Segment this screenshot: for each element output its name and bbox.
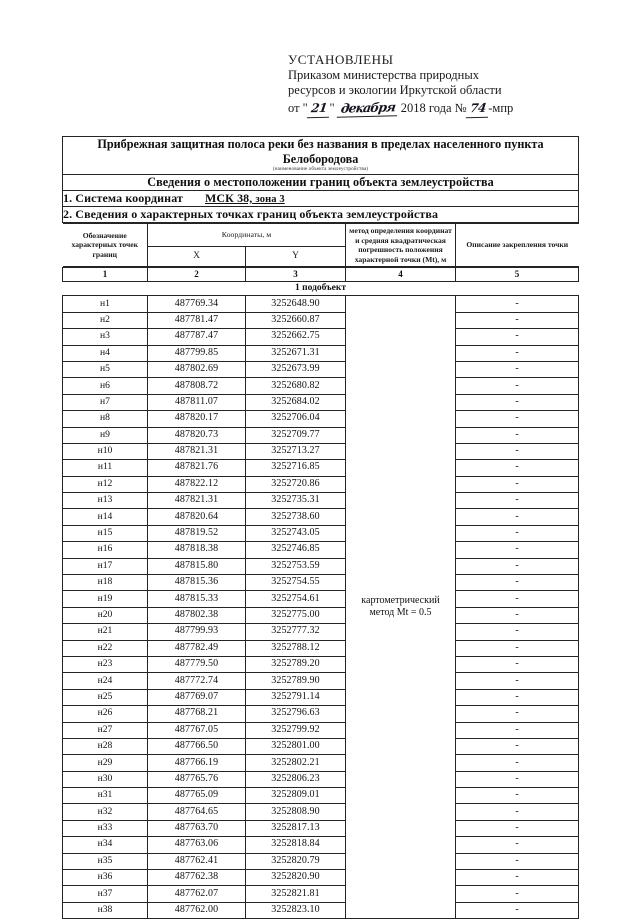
x-coordinate-cell: 487822.12 <box>148 476 246 492</box>
point-designation-cell: н34 <box>63 837 148 853</box>
description-cell: - <box>456 837 579 853</box>
table-row <box>63 460 579 476</box>
point-designation-cell: н37 <box>63 886 148 902</box>
table-row <box>63 345 579 361</box>
points-section-row <box>63 207 579 223</box>
point-designation-cell: н11 <box>63 460 148 476</box>
y-coordinate-cell: 3252802.21 <box>246 755 346 771</box>
y-coordinate-cell: 3252788.12 <box>246 640 346 656</box>
point-designation-cell: н15 <box>63 525 148 541</box>
description-cell: - <box>456 607 579 623</box>
description-cell: - <box>456 771 579 787</box>
table-row <box>63 853 579 869</box>
x-coordinate-cell: 487769.34 <box>148 296 246 312</box>
description-cell: - <box>456 788 579 804</box>
y-coordinate-cell: 3252791.14 <box>246 689 346 705</box>
table-row <box>63 329 579 345</box>
coordinate-system-value: МСК 38, <box>204 191 253 205</box>
y-coordinate-cell: 3252820.90 <box>246 870 346 886</box>
header-method: метод определения координат и средняя квадратическая погрешность положения характерной точки (Мt), м <box>346 224 456 267</box>
approval-quote: " <box>329 100 335 115</box>
y-coordinate-cell: 3252808.90 <box>246 804 346 820</box>
y-coordinate-cell: 3252754.55 <box>246 575 346 591</box>
approval-year-label: 2018 года № <box>400 100 467 115</box>
point-designation-cell: н25 <box>63 689 148 705</box>
description-cell: - <box>456 345 579 361</box>
point-designation-cell: н24 <box>63 673 148 689</box>
point-designation-cell: н38 <box>63 902 148 918</box>
point-designation-cell: н20 <box>63 607 148 623</box>
description-cell: - <box>456 804 579 820</box>
x-coordinate-cell: 487762.41 <box>148 853 246 869</box>
table-row <box>63 624 579 640</box>
table-row <box>63 443 579 459</box>
point-designation-cell: н35 <box>63 853 148 869</box>
location-section-title: Сведения о местоположении границ объекта землеустройства <box>63 175 579 191</box>
point-designation-cell: н36 <box>63 870 148 886</box>
table-header-row <box>63 223 579 268</box>
description-cell: - <box>456 640 579 656</box>
y-coordinate-cell: 3252789.20 <box>246 656 346 672</box>
table-row <box>63 870 579 886</box>
y-coordinate-cell: 3252820.79 <box>246 853 346 869</box>
object-title: Прибрежная защитная полоса реки без названия в пределах населенного пункта Белобородова <box>97 137 544 166</box>
point-designation-cell: н18 <box>63 575 148 591</box>
coordinate-system-zone: зона 3 <box>255 194 285 205</box>
point-designation-cell: н30 <box>63 771 148 787</box>
description-cell: - <box>456 460 579 476</box>
point-designation-cell: н19 <box>63 591 148 607</box>
x-coordinate-cell: 487811.07 <box>148 394 246 410</box>
y-coordinate-cell: 3252680.82 <box>246 378 346 394</box>
description-cell: - <box>456 755 579 771</box>
description-cell: - <box>456 542 579 558</box>
y-coordinate-cell: 3252720.86 <box>246 476 346 492</box>
description-cell: - <box>456 509 579 525</box>
y-coordinate-cell: 3252671.31 <box>246 345 346 361</box>
header-x: X <box>148 247 246 267</box>
header-description: Описание закрепления точки <box>456 224 579 267</box>
point-designation-cell: н16 <box>63 542 148 558</box>
y-coordinate-cell: 3252713.27 <box>246 443 346 459</box>
table-row <box>63 525 579 541</box>
x-coordinate-cell: 487767.05 <box>148 722 246 738</box>
table-row <box>63 312 579 328</box>
x-coordinate-cell: 487779.50 <box>148 656 246 672</box>
approval-line-1: УСТАНОВЛЕНЫ <box>288 52 394 67</box>
description-cell: - <box>456 575 579 591</box>
description-cell: - <box>456 656 579 672</box>
y-coordinate-cell: 3252662.75 <box>246 329 346 345</box>
point-designation-cell: н9 <box>63 427 148 443</box>
description-cell: - <box>456 476 579 492</box>
y-coordinate-cell: 3252821.81 <box>246 886 346 902</box>
point-designation-cell: н28 <box>63 738 148 754</box>
x-coordinate-cell: 487820.64 <box>148 509 246 525</box>
table-row <box>63 689 579 705</box>
method-cell <box>346 296 456 919</box>
point-designation-cell: н10 <box>63 443 148 459</box>
description-cell: - <box>456 525 579 541</box>
y-coordinate-cell: 3252789.90 <box>246 673 346 689</box>
y-coordinate-cell: 3252648.90 <box>246 296 346 312</box>
object-title-row <box>63 137 579 175</box>
approval-block <box>288 52 618 117</box>
description-cell: - <box>456 493 579 509</box>
table-row <box>63 820 579 836</box>
x-coordinate-cell: 487769.07 <box>148 689 246 705</box>
x-coordinate-cell: 487802.38 <box>148 607 246 623</box>
description-cell: - <box>456 902 579 918</box>
x-coordinate-cell: 487781.47 <box>148 312 246 328</box>
table-row <box>63 722 579 738</box>
description-cell: - <box>456 443 579 459</box>
y-coordinate-cell: 3252660.87 <box>246 312 346 328</box>
description-cell: - <box>456 624 579 640</box>
point-designation-cell: н14 <box>63 509 148 525</box>
x-coordinate-cell: 487819.52 <box>148 525 246 541</box>
object-title-cell <box>63 137 579 175</box>
object-title-caption: (наименование объекта землеустройства) <box>272 166 369 172</box>
y-coordinate-cell: 3252809.01 <box>246 788 346 804</box>
y-coordinate-cell: 3252799.92 <box>246 722 346 738</box>
point-designation-cell: н21 <box>63 624 148 640</box>
x-coordinate-cell: 487766.50 <box>148 738 246 754</box>
table-row <box>63 886 579 902</box>
y-coordinate-cell: 3252709.77 <box>246 427 346 443</box>
table-row <box>63 361 579 377</box>
description-cell: - <box>456 689 579 705</box>
x-coordinate-cell: 487763.06 <box>148 837 246 853</box>
table-header-wrapper <box>63 223 579 268</box>
table-row <box>63 706 579 722</box>
coordinate-system-label: 1. Система координат <box>63 191 183 205</box>
approval-day-handwritten: 21 <box>307 100 331 117</box>
column-number-2: 2 <box>148 268 246 282</box>
x-coordinate-cell: 487799.85 <box>148 345 246 361</box>
x-coordinate-cell: 487762.07 <box>148 886 246 902</box>
description-cell: - <box>456 853 579 869</box>
table-row <box>63 656 579 672</box>
description-cell: - <box>456 738 579 754</box>
table-row <box>63 394 579 410</box>
table-row <box>63 788 579 804</box>
x-coordinate-cell: 487772.74 <box>148 673 246 689</box>
y-coordinate-cell: 3252673.99 <box>246 361 346 377</box>
table-row <box>63 755 579 771</box>
table-row <box>63 427 579 443</box>
point-designation-cell: н32 <box>63 804 148 820</box>
point-designation-cell: н7 <box>63 394 148 410</box>
x-coordinate-cell: 487762.00 <box>148 902 246 918</box>
y-coordinate-cell: 3252716.85 <box>246 460 346 476</box>
x-coordinate-cell: 487764.65 <box>148 804 246 820</box>
y-coordinate-cell: 3252706.04 <box>246 411 346 427</box>
description-cell: - <box>456 411 579 427</box>
x-coordinate-cell: 487815.36 <box>148 575 246 591</box>
point-designation-cell: н3 <box>63 329 148 345</box>
description-cell: - <box>456 820 579 836</box>
y-coordinate-cell: 3252754.61 <box>246 591 346 607</box>
point-designation-cell: н17 <box>63 558 148 574</box>
point-designation-cell: н33 <box>63 820 148 836</box>
table-row <box>63 673 579 689</box>
y-coordinate-cell: 3252743.05 <box>246 525 346 541</box>
y-coordinate-cell: 3252796.63 <box>246 706 346 722</box>
x-coordinate-cell: 487782.49 <box>148 640 246 656</box>
y-coordinate-cell: 3252753.59 <box>246 558 346 574</box>
description-cell: - <box>456 673 579 689</box>
x-coordinate-cell: 487765.09 <box>148 788 246 804</box>
description-cell: - <box>456 329 579 345</box>
point-designation-cell: н29 <box>63 755 148 771</box>
column-number-row <box>63 268 579 282</box>
x-coordinate-cell: 487802.69 <box>148 361 246 377</box>
approval-line-2: Приказом министерства природных <box>288 67 479 82</box>
y-coordinate-cell: 3252801.00 <box>246 738 346 754</box>
description-cell: - <box>456 722 579 738</box>
column-number-5: 5 <box>456 268 579 282</box>
description-cell: - <box>456 886 579 902</box>
table-row <box>63 804 579 820</box>
point-designation-cell: н23 <box>63 656 148 672</box>
point-designation-cell: н1 <box>63 296 148 312</box>
point-designation-cell: н5 <box>63 361 148 377</box>
table-row <box>63 476 579 492</box>
method-value-line-1: картометрический <box>361 594 440 606</box>
x-coordinate-cell: 487821.76 <box>148 460 246 476</box>
x-coordinate-cell: 487787.47 <box>148 329 246 345</box>
coordinate-system-cell <box>63 191 579 207</box>
x-coordinate-cell: 487820.17 <box>148 411 246 427</box>
table-row <box>63 607 579 623</box>
point-designation-cell: н2 <box>63 312 148 328</box>
description-cell: - <box>456 591 579 607</box>
x-coordinate-cell: 487815.33 <box>148 591 246 607</box>
point-designation-cell: н12 <box>63 476 148 492</box>
location-section-row <box>63 175 579 191</box>
points-section-title: 2. Сведения о характерных точках границ объекта землеустройства <box>63 207 579 223</box>
x-coordinate-cell: 487815.80 <box>148 558 246 574</box>
description-cell: - <box>456 706 579 722</box>
table-row <box>63 509 579 525</box>
table-row <box>63 771 579 787</box>
column-number-1: 1 <box>63 268 148 282</box>
point-designation-cell: н8 <box>63 411 148 427</box>
point-designation-cell: н13 <box>63 493 148 509</box>
table-row <box>63 493 579 509</box>
description-cell: - <box>456 558 579 574</box>
approval-line-4 <box>288 100 618 118</box>
coordinate-system-row <box>63 191 579 207</box>
y-coordinate-cell: 3252806.23 <box>246 771 346 787</box>
x-coordinate-cell: 487766.19 <box>148 755 246 771</box>
x-coordinate-cell: 487799.93 <box>148 624 246 640</box>
approval-suffix: -мпр <box>488 100 514 115</box>
header-y: Y <box>246 247 346 267</box>
point-designation-cell: н4 <box>63 345 148 361</box>
column-number-3: 3 <box>246 268 346 282</box>
approval-date-prefix: от " <box>288 100 308 115</box>
table-row <box>63 738 579 754</box>
y-coordinate-cell: 3252738.60 <box>246 509 346 525</box>
y-coordinate-cell: 3252775.00 <box>246 607 346 623</box>
point-designation-cell: н26 <box>63 706 148 722</box>
description-cell: - <box>456 870 579 886</box>
method-value-line-2: метод Mt = 0.5 <box>369 606 432 618</box>
header-coordinates-group: Координаты, м <box>148 224 346 247</box>
approval-line-3: ресурсов и экологии Иркутской области <box>288 83 502 97</box>
y-coordinate-cell: 3252684.02 <box>246 394 346 410</box>
point-designation-cell: н6 <box>63 378 148 394</box>
y-coordinate-cell: 3252777.32 <box>246 624 346 640</box>
table-row <box>63 837 579 853</box>
x-coordinate-cell: 487762.38 <box>148 870 246 886</box>
table-row <box>63 542 579 558</box>
approval-number-handwritten: 74 <box>465 100 489 117</box>
x-coordinate-cell: 487818.38 <box>148 542 246 558</box>
x-coordinate-cell: 487821.31 <box>148 443 246 459</box>
description-cell: - <box>456 427 579 443</box>
point-designation-cell: н22 <box>63 640 148 656</box>
table-row <box>63 411 579 427</box>
table-row <box>63 558 579 574</box>
approval-month-handwritten: декабря <box>337 99 399 117</box>
x-coordinate-cell: 487821.31 <box>148 493 246 509</box>
header-point-designation: Обозначение характерных точек границ <box>63 224 148 267</box>
x-coordinate-cell: 487763.70 <box>148 820 246 836</box>
subobject-label: 1 подобъект <box>63 282 579 296</box>
table-row <box>63 296 579 312</box>
y-coordinate-cell: 3252817.13 <box>246 820 346 836</box>
column-number-4: 4 <box>346 268 456 282</box>
description-cell: - <box>456 378 579 394</box>
table-row <box>63 378 579 394</box>
x-coordinate-cell: 487808.72 <box>148 378 246 394</box>
y-coordinate-cell: 3252823.10 <box>246 902 346 918</box>
description-cell: - <box>456 361 579 377</box>
y-coordinate-cell: 3252818.84 <box>246 837 346 853</box>
subobject-row <box>63 282 579 296</box>
point-designation-cell: н31 <box>63 788 148 804</box>
y-coordinate-cell: 3252746.85 <box>246 542 346 558</box>
table-row <box>63 591 579 607</box>
x-coordinate-cell: 487765.76 <box>148 771 246 787</box>
description-cell: - <box>456 312 579 328</box>
y-coordinate-cell: 3252735.31 <box>246 493 346 509</box>
point-designation-cell: н27 <box>63 722 148 738</box>
table-row <box>63 640 579 656</box>
table-row <box>63 575 579 591</box>
description-cell: - <box>456 394 579 410</box>
description-cell: - <box>456 296 579 312</box>
header-grid <box>63 223 579 267</box>
land-survey-table <box>62 136 579 919</box>
x-coordinate-cell: 487820.73 <box>148 427 246 443</box>
x-coordinate-cell: 487768.21 <box>148 706 246 722</box>
